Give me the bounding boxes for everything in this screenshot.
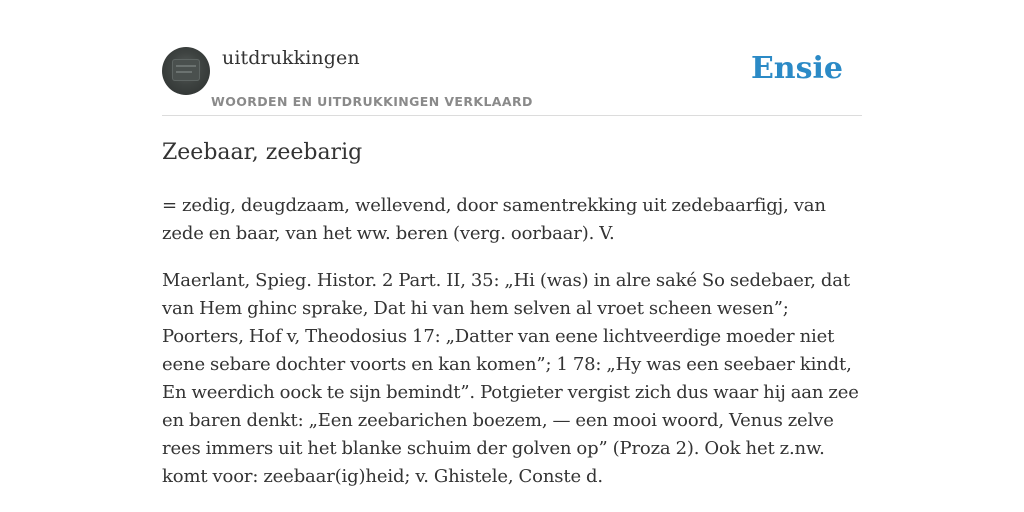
avatar-line-2 (176, 71, 192, 73)
avatar-line-1 (176, 65, 196, 67)
site-avatar[interactable] (162, 47, 210, 95)
entry-card (162, 0, 862, 512)
site-tagline: WOORDEN EN UITDRUKKINGEN VERKLAARD (211, 94, 533, 109)
book-icon (172, 59, 200, 81)
site-header (162, 0, 862, 116)
site-name-link[interactable]: uitdrukkingen (222, 47, 360, 69)
definition-paragraph: = zedig, deugdzaam, wellevend, door samentrekking uit zedebaarfigj, van zede en baar, van het ww. beren (verg. oorbaar). V. (162, 195, 826, 244)
ensie-logo-link[interactable]: Ensie (750, 51, 843, 86)
entry-title: Zeebaar, zeebarig (162, 140, 363, 165)
citation-paragraph: Maerlant, Spieg. Histor. 2 Part. II, 35: „Hi (was) in alre saké So sedebaer, dat van Hem ghinc sprake, Dat hi van hem selven al vroet scheen wesen”; Poorters, Hof v, Theodosius 17: „Datter van eene lichtveerdige moeder niet eene sebare dochter voorts en kan komen”; 1 78: „Hy was een seebaer kindt, En weerdich oock te sijn bemindt”. Potgieter vergist zich dus waar hij aan zee en baren denkt: „Een zeebarichen boezem, — een mooi woord, Venus zelve rees immers uit het blanke schuim der golven op” (Proza 2). Ook het z.nw. komt voor: zeebaar(ig)heid; v. Ghistele, Conste d. (162, 270, 859, 487)
